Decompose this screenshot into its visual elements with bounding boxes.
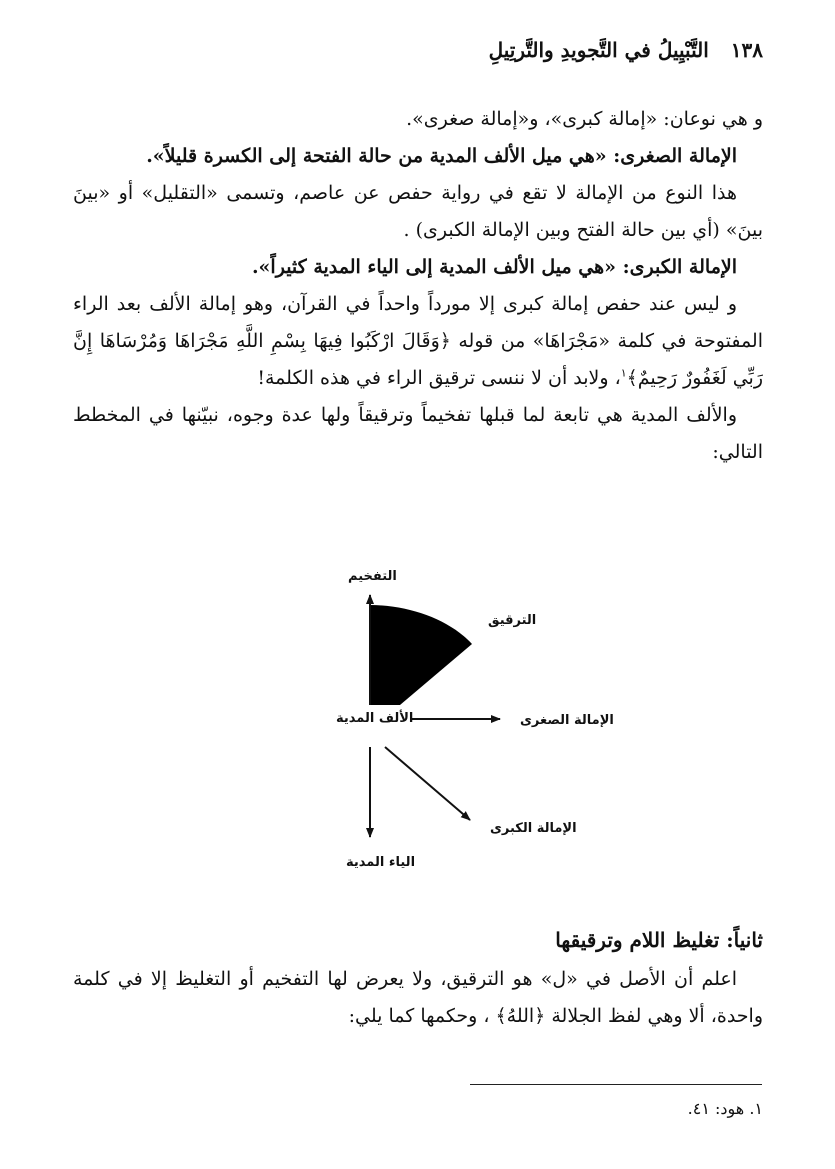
paragraph-alif-rules: والألف المدية هي تابعة لما قبلها تفخيماً وترقيقاً ولها عدة وجوه، نبيّنها في المخطط التالي: [73,404,763,463]
footnote: ١. هود: ٤١. [687,1099,763,1118]
alif-diagram [300,565,630,885]
paragraph-major-imala: الإمالة الكبرى: «هي ميل الألف المدية إلى الياء المدية كثيراً». [251,256,737,278]
label-ya-madiyya: الياء المدية [346,855,416,870]
label-alif-madiyya: الألف المدية [336,711,414,726]
label-tafkhim: التفخيم [348,569,397,584]
section-text: اعلم أن الأصل في «ل» هو الترقيق، ولا يعرض لها التفخيم أو التغليظ إلا في كلمة واحدة، ألا وهي لفظ الجلالة ﴿اللهُ﴾ ، وحكمها كما يلي: [73,968,763,1027]
label-major-imala: الإمالة الكبرى [490,821,577,836]
tafkhim-sector-shape [370,605,472,705]
page-number: ١٣٨ [730,38,763,62]
footnote-divider [470,1084,762,1085]
section-title: ثانياً: تغليظ اللام وترقيقها [555,928,763,952]
book-title: التَّبْيِيلُ في التَّجويدِ والتَّرتِيلِ [488,38,709,62]
tarqiq-note: ، ولابد أن لا ننسى ترقيق الراء في هذه الكلمة! [257,367,621,389]
arrow-diagonal [385,747,470,820]
paragraph-taqlil: هذا النوع من الإمالة لا تقع في رواية حفص عن عاصم، وتسمى «التقليل» أو «بينَ بينَ» (أي بين حالة الفتح وبين الإمالة الكبرى) . [73,182,763,241]
paragraph-types: و هي نوعان: «إمالة كبرى»، و«إمالة صغرى». [406,108,763,130]
main-text [73,101,763,471]
label-tarqiq: الترقيق [488,613,537,628]
paragraph-hafs [73,286,763,397]
quran-verse-text: و ليس عند حفص إمالة كبرى إلا مورداً واحداً في القرآن، وهو إمالة الألف بعد الراء المفتوحة في كلمة «مَجْرَاهَا» من قوله ﴿وَقَالَ ارْكَبُوا فِيهَا بِسْمِ اللَّهِ مَجْرَاهَا وَمُرْسَاهَا إِنَّ رَبِّي لَغَفُورٌ رَحِيمٌ﴾ [73,293,763,389]
paragraph-minor-imala: الإمالة الصغرى: «هي ميل الألف المدية من حالة الفتحة إلى الكسرة قليلاً». [146,145,737,167]
section-lam [73,922,763,1035]
page-header [489,36,763,64]
label-minor-imala: الإمالة الصغرى [520,713,614,728]
footnote-ref[interactable]: ١ [620,366,627,380]
